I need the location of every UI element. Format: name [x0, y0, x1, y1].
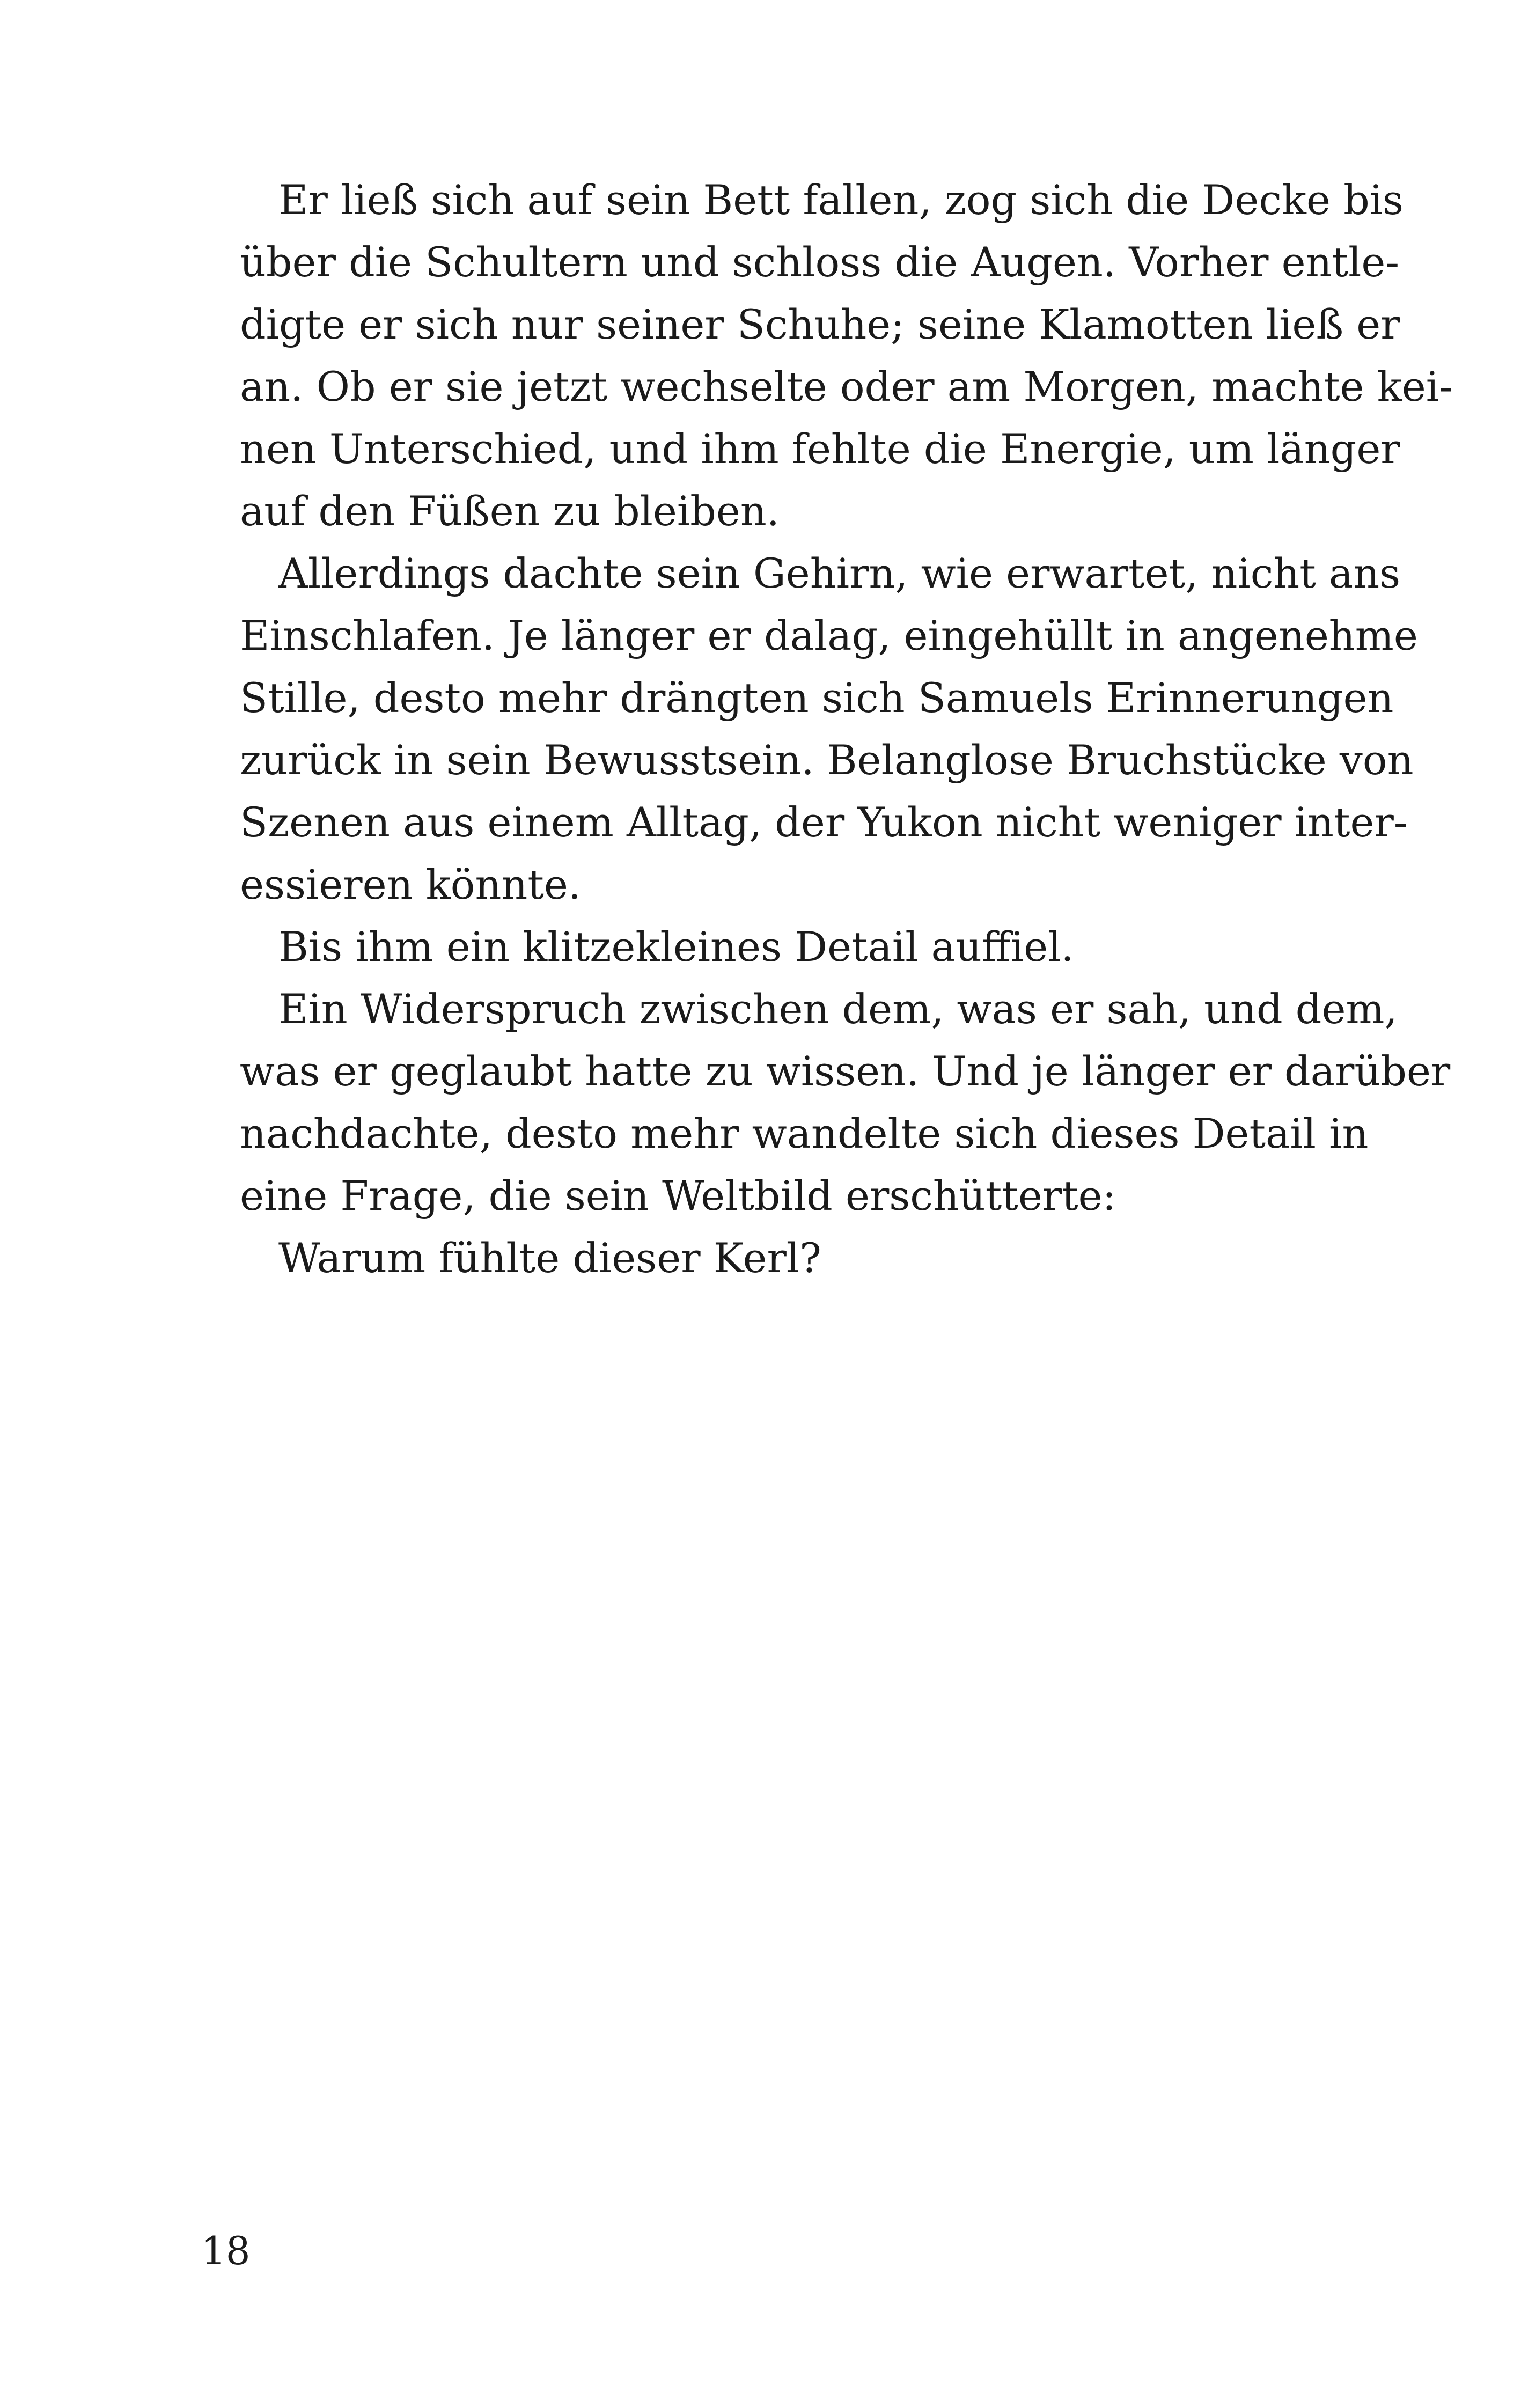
text-line: Stille, desto mehr drängten sich Samuels Erinnerungen: [240, 674, 1394, 722]
text-line: Warum fühlte dieser Kerl?: [278, 1234, 821, 1282]
text-line: essieren könnte.: [240, 861, 582, 908]
paragraph-1: [201, 169, 1453, 542]
text-line: über die Schultern und schloss die Augen. Vorher entle-: [240, 238, 1400, 286]
text-line: eine Frage, die sein Weltbild erschütterte:: [240, 1172, 1116, 1220]
text-line: Szenen aus einem Alltag, der Yukon nicht weniger inter-: [240, 798, 1408, 846]
text-line: Ein Widerspruch zwischen dem, was er sah, und dem,: [278, 985, 1398, 1033]
text-line: auf den Füßen zu bleiben.: [240, 487, 780, 535]
paragraph-4: [201, 978, 1451, 1227]
text-line: Bis ihm ein klitzekleines Detail auffiel.: [278, 923, 1074, 971]
text-line: an. Ob er sie jetzt wechselte oder am Morgen, machte kei-: [240, 363, 1453, 410]
paragraph-2: [201, 542, 1418, 916]
text-line: Er ließ sich auf sein Bett fallen, zog sich die Decke bis: [278, 176, 1404, 224]
text-line: zurück in sein Bewusstsein. Belanglose Bruchstücke von: [240, 736, 1414, 784]
text-line: Einschlafen. Je länger er dalag, eingehüllt in angenehme: [240, 612, 1418, 659]
page-number: 18: [201, 2228, 251, 2273]
text-line: nen Unterschied, und ihm fehlte die Energie, um länger: [240, 425, 1400, 473]
text-line: digte er sich nur seiner Schuhe; seine Klamotten ließ er: [240, 300, 1400, 348]
paragraph-5: [201, 1227, 1285, 1289]
text-line: nachdachte, desto mehr wandelte sich dieses Detail in: [240, 1110, 1369, 1157]
body-text: [201, 169, 1453, 1289]
text-line: was er geglaubt hatte zu wissen. Und je länger er darüber: [240, 1047, 1451, 1095]
paragraph-3: [201, 916, 1285, 978]
text-line: Allerdings dachte sein Gehirn, wie erwartet, nicht ans: [278, 549, 1401, 597]
